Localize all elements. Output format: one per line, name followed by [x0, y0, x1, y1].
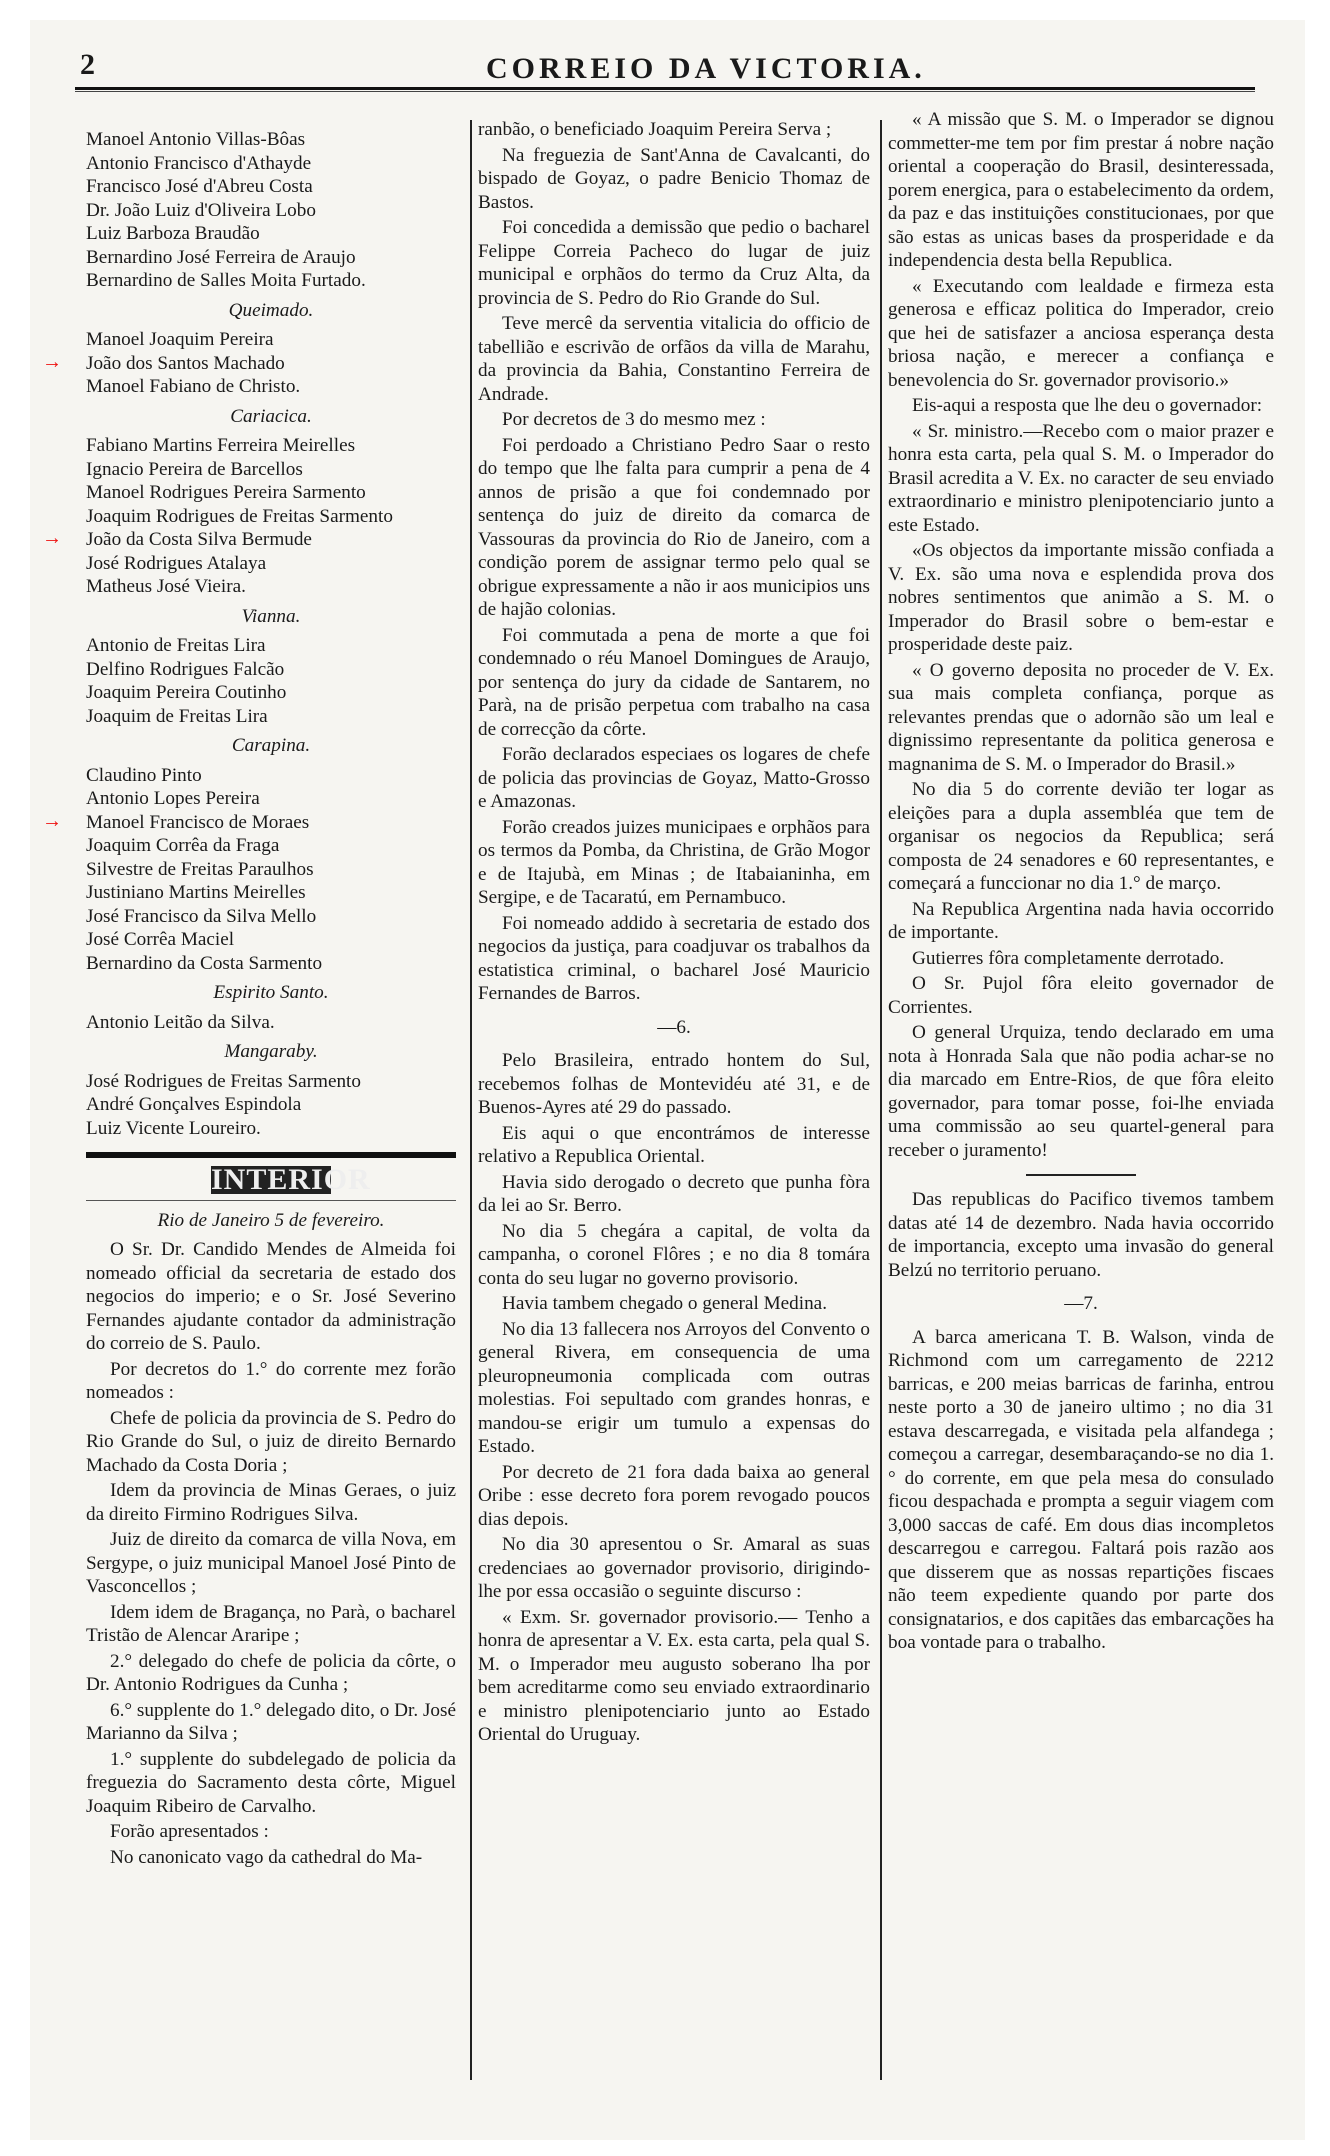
name-entry: Justiniano Martins Meirelles: [86, 882, 306, 903]
name-entry: Antonio Leitão da Silva.: [86, 1011, 275, 1033]
paragraph: 6.° supplente do 1.° delegado dito, o Dr. José Marianno da Silva ;: [86, 1699, 456, 1744]
article-body-3b: [888, 1188, 1274, 1282]
locality-heading: Vianna.: [241, 605, 301, 627]
red-arrow-icon: →: [42, 809, 62, 832]
locality-names: [42, 434, 456, 599]
header-rule: [75, 87, 1255, 90]
paragraph: Idem idem de Bragança, no Parà, o bacharel Tristão de Alencar Araripe ;: [86, 1601, 456, 1646]
section-rule-thin: [86, 1200, 456, 1201]
article-body-2: [478, 118, 870, 1006]
column-divider-2: [880, 120, 882, 2080]
paragraph: ranbão, o beneficiado Joaquim Pereira Serva ;: [478, 119, 832, 140]
name-entry: Luiz Barboza Braudão: [86, 223, 260, 244]
article-body-3: [888, 108, 1274, 1162]
red-arrow-icon: →: [42, 527, 62, 549]
name-entry: Bernardino da Costa Sarmento: [86, 952, 323, 974]
article-body-3c: [888, 1326, 1274, 1655]
locality-sections: [42, 299, 456, 1141]
paragraph: Chefe de policia da provincia de S. Pedro do Rio Grande do Sul, o juiz de direito Bernardo Machado da Costa Doria ;: [86, 1407, 456, 1476]
paragraph: « Sr. ministro.—Recebo com o maior prazer e honra esta carta, pela qual S. M. o Imperador do Brasil acredita a V. Ex. no caracter de seu enviado extraordinario e ministro plenipotenciario junto a este Estado.: [888, 420, 1274, 536]
paragraph: Idem da provincia de Minas Geraes, o juiz da direito Firmino Rodrigues Silva.: [86, 1480, 456, 1525]
locality-names: [42, 764, 456, 976]
name-entry: Dr. João Luiz d'Oliveira Lobo: [86, 199, 316, 221]
dateline: Rio de Janeiro 5 de fevereiro.: [157, 1209, 385, 1231]
name-entry: Antonio Lopes Pereira: [86, 788, 260, 809]
locality-names: [86, 634, 456, 728]
paragraph: Foi concedida a demissão que pedio o bacharel Felippe Correia Pacheco do lugar de juiz municipal e orphãos do termo da Cruz Alta, da provincia de S. Pedro do Rio Grande do Sul.: [478, 217, 870, 309]
column-divider-1: [470, 120, 472, 2080]
paragraph: Foi perdoado a Christiano Pedro Saar o resto do tempo que lhe falta para cumprir a pena de 4 annos de prisão a que foi condemnado por sentença do juiz de direito da comarca de Vassouras da provincia do Rio de Janeiro, com a condição porem de assignar termo pelo qual se obrigue expressamente a não ir aos municipios uns de hajão colonias.: [478, 434, 870, 620]
name-entry: Manoel Rodrigues Pereira Sarmento: [86, 482, 366, 503]
paragraph: A barca americana T. B. Walson, vinda de Richmond com um carregamento de 2212 barricas, e 200 meias barricas de farinha, entrou neste porto a 30 de janeiro ultimo ; no dia 31 estava descarregada, e visitada pela alfandega ; começou a carregar, desembaraçando-se no dia 1.° do corrente, em que pela mesa do consulado ficou despachada e prompta a seguir viagem com 3,000 saccas de café. Em dous dias incompletos descarregou e carregou. Faltará pois razão aos que disserem que as nossas repartições fiscaes não teem expediente quando por parte dos consignatarios, e dos capitães das embarcações ha boa vontade para o trabalho.: [888, 1326, 1274, 1653]
locality-names: [42, 328, 456, 399]
locality-heading: Espirito Santo.: [213, 982, 329, 1003]
name-entry: Matheus José Vieira.: [86, 576, 246, 597]
paragraph: No dia 5 do corrente devião ter logar as eleições para a dupla assembléa que tem de organisar os negocios da Republica; será composta de 24 senadores e 60 representantes, e começará a funccionar no dia 1.° de março.: [888, 779, 1274, 894]
paragraph: No dia 5 chegára a capital, de volta da campanha, o coronel Flôres ; e no dia 8 tomára conta do seu lugar no governo provisorio.: [478, 1220, 870, 1289]
name-entry: Joaquim Pereira Coutinho: [86, 682, 287, 703]
locality-heading: Mangaraby.: [224, 1041, 318, 1062]
section-rule-short: [1026, 1174, 1136, 1176]
name-entry: Fabiano Martins Ferreira Meirelles: [86, 435, 356, 456]
name-entry: Delfino Rodrigues Falcão: [86, 658, 285, 680]
paragraph: Juiz de direito da comarca de villa Nova, em Sergype, o juiz municipal Manoel José Pinto de Vasconcellos ;: [86, 1529, 456, 1597]
locality-heading: Queimado.: [228, 299, 314, 321]
paragraph: No dia 30 apresentou o Sr. Amaral as suas credenciaes ao governador provisorio, dirigindo-lhe por essa occasião o seguinte discurso :: [478, 1534, 870, 1602]
name-entry: Manoel Antonio Villas-Bôas: [86, 129, 306, 150]
paragraph: Havia tambem chegado o general Medina.: [502, 1293, 827, 1314]
header-rule-thin: [75, 91, 1255, 92]
name-entry: Manoel Fabiano de Christo.: [86, 376, 301, 397]
name-entry: Joaquim Rodrigues de Freitas Sarmento: [86, 505, 393, 527]
paragraph: Na freguezia de Sant'Anna de Cavalcanti, do bispado de Goyaz, o padre Benicio Thomaz de Bastos.: [478, 144, 870, 213]
paragraph: Por decretos de 3 do mesmo mez :: [502, 409, 766, 430]
column-2: [478, 118, 870, 1749]
section-number-6: —6.: [657, 1016, 691, 1038]
name-entry: Bernardino de Salles Moita Furtado.: [86, 270, 366, 291]
article-body-2b: [478, 1049, 870, 1747]
red-arrow-icon: →: [42, 350, 62, 373]
name-entry: João da Costa Silva Bermude →: [42, 527, 312, 550]
name-entry: José Rodrigues Atalaya: [86, 552, 267, 574]
name-entry: Manoel Joaquim Pereira: [86, 329, 274, 350]
page-number: 2: [80, 48, 95, 81]
name-entry: José Corrêa Maciel: [86, 929, 235, 950]
paragraph: Forão apresentados :: [110, 1821, 269, 1842]
paragraph: No canonicato vago da cathedral do Ma-: [110, 1846, 423, 1868]
name-entry: Claudino Pinto: [86, 764, 202, 786]
paragraph: 1.° supplente do subdelegado de policia da freguezia do Sacramento desta côrte, Miguel Joaquim Ribeiro de Carvalho.: [86, 1748, 456, 1817]
paragraph: Foi commutada a pena de morte a que foi condemnado o réu Manoel Domingues de Araujo, por sentença do jury da cidade de Santarem, no Parà, na de prisão perpetua com trabalho na casa de correcção da côrte.: [478, 624, 870, 740]
paragraph: O general Urquiza, tendo declarado em uma nota à Honrada Sala que não podia achar-se no dia marcado em Entre-Rios, de que fôra eleito governador, para tomar posse, foi-lhe enviada uma commissão ao seu quartel-general para receber o juramento!: [888, 1022, 1274, 1161]
paragraph: Forão creados juizes municipaes e orphãos para os termos da Pomba, da Christina, de Grão Mogor e de Itajubà, em Minas ; de Itabaianinha, em Sergipe, e de Tacaratú, em Pernambuco.: [478, 816, 870, 908]
paragraph: O Sr. Dr. Candido Mendes de Almeida foi nomeado official da secretaria de estado dos negocios do imperio; e o Sr. José Severino Fernandes ajudante contador da administração do correio de S. Paulo.: [86, 1239, 456, 1354]
name-entry: Antonio de Freitas Lira: [86, 635, 266, 656]
name-entry: Francisco José d'Abreu Costa: [86, 176, 313, 197]
name-entry: Antonio Francisco d'Athayde: [86, 152, 312, 174]
paragraph: «Os objectos da importante missão confiada a V. Ex. são uma nova e esplendida prova dos nobres sentimentos que animão a S. M. o Imperador do Brasil sobre o bem-estar e prosperidade deste paiz.: [888, 540, 1274, 655]
paragraph: Eis-aqui a resposta que lhe deu o governador:: [912, 395, 1263, 416]
paragraph: Na Republica Argentina nada havia occorrido de importante.: [888, 898, 1274, 943]
name-entry: Joaquim Corrêa da Fraga: [86, 835, 280, 856]
locality-names: [86, 1070, 456, 1141]
interior-heading: INTERIOR: [211, 1163, 371, 1196]
name-entry: Silvestre de Freitas Paraulhos: [86, 858, 314, 880]
paragraph: Gutierres fôra completamente derrotado.: [912, 947, 1225, 969]
name-entry: Manoel Francisco de Moraes →: [42, 809, 310, 833]
paragraph: Das republicas do Pacifico tivemos tambem datas até 14 de dezembro. Nada havia occorrido de importancia, excepto uma invasão do general Belzú no territorio peruano.: [888, 1189, 1274, 1281]
paragraph: Eis aqui o que encontrámos de interesse relativo a Republica Oriental.: [478, 1122, 870, 1167]
paragraph: 2.° delegado do chefe de policia da côrte, o Dr. Antonio Rodrigues da Cunha ;: [86, 1650, 456, 1695]
paragraph: Teve mercê da serventia vitalicia do officio de tabellião e escrivão de orfãos da villa de Marahu, da provincia da Bahia, Constantino Ferreira de Andrade.: [478, 313, 870, 405]
name-list-top: [86, 128, 456, 293]
column-3: [888, 108, 1274, 1657]
name-entry: Joaquim de Freitas Lira: [86, 705, 268, 727]
locality-heading: Carapina.: [231, 735, 311, 756]
name-entry: João dos Santos Machado →: [42, 350, 285, 374]
paragraph: « Exm. Sr. governador provisorio.— Tenho a honra de apresentar a V. Ex. esta carta, pela qual S. M. o Imperador meu augusto soberano lha por bem acreditarme como seu enviado extraordinario e ministro plenipotenciario junto ao Estado Oriental do Uruguay.: [478, 1606, 870, 1745]
column-1: [42, 128, 456, 1871]
paragraph: « A missão que S. M. o Imperador se dignou commetter-me tem por fim prestar á nobre nação oriental a cooperação do Brasil, desinteressada, porem energica, para o estabelecimento da ordem, da paz e das instituições constitucionaes, por que são estas as unicas bases da prosperidade e da independencia desta bella Republica.: [888, 109, 1274, 271]
paragraph: « Executando com lealdade e firmeza esta generosa e efficaz politica do Imperador, creio que hei de satisfazer a anciosa esperança desta briosa nação, e merecer a confiança e benevolencia do Sr. governador provisorio.»: [888, 275, 1274, 391]
paragraph: « O governo deposita no proceder de V. Ex. sua mais completa confiança, porque as relevantes prendas que o adornão são um leal e dignissimo representante da politica generosa e magnanima de S. M. o Imperador do Brasil.»: [888, 659, 1274, 775]
name-entry: José Rodrigues de Freitas Sarmento: [86, 1070, 361, 1092]
section-number-7: —7.: [1064, 1293, 1098, 1314]
name-entry: José Francisco da Silva Mello: [86, 905, 317, 927]
paragraph: Por decreto de 21 fora dada baixa ao general Oribe : esse decreto fora porem revogado poucos dias depois.: [478, 1461, 870, 1530]
name-entry: Ignacio Pereira de Barcellos: [86, 458, 303, 480]
paragraph: Foi nomeado addido à secretaria de estado dos negocios da justiça, para coadjuvar os trabalhos da estatistica criminal, o bacharel José Mauricio Fernandes de Barros.: [478, 912, 870, 1004]
name-entry: Luiz Vicente Loureiro.: [86, 1117, 261, 1139]
paragraph: Forão declarados especiaes os logares de chefe de policia das provincias de Goyaz, Matto-Grosso e Amazonas.: [478, 744, 870, 812]
name-entry: André Gonçalves Espindola: [86, 1094, 302, 1115]
newspaper-title: CORREIO DA VICTORIA.: [486, 52, 926, 85]
paragraph: O Sr. Pujol fôra eleito governador de Corrientes.: [888, 973, 1274, 1018]
paragraph: Havia sido derogado o decreto que punha fòra da lei ao Sr. Berro.: [478, 1171, 870, 1216]
paragraph: No dia 13 fallecera nos Arroyos del Convento o general Rivera, em consequencia de uma pleuropneumonia complicada com outras molestias. Foi sepultado com grandes honras, e mandou-se erigir um tumulo a expensas do Estado.: [478, 1318, 870, 1457]
locality-heading: Cariacica.: [230, 405, 312, 427]
locality-names: [86, 1011, 456, 1035]
name-entry: Bernardino José Ferreira de Araujo: [86, 246, 356, 268]
paragraph: Pelo Brasileira, entrado hontem do Sul, recebemos folhas de Montevidéu até 31, e de Buenos-Ayres até 29 do passado.: [478, 1050, 870, 1118]
paragraph: Por decretos do 1.° do corrente mez forão nomeados :: [86, 1358, 456, 1403]
section-rule: [86, 1152, 456, 1158]
article-body: [86, 1238, 456, 1869]
